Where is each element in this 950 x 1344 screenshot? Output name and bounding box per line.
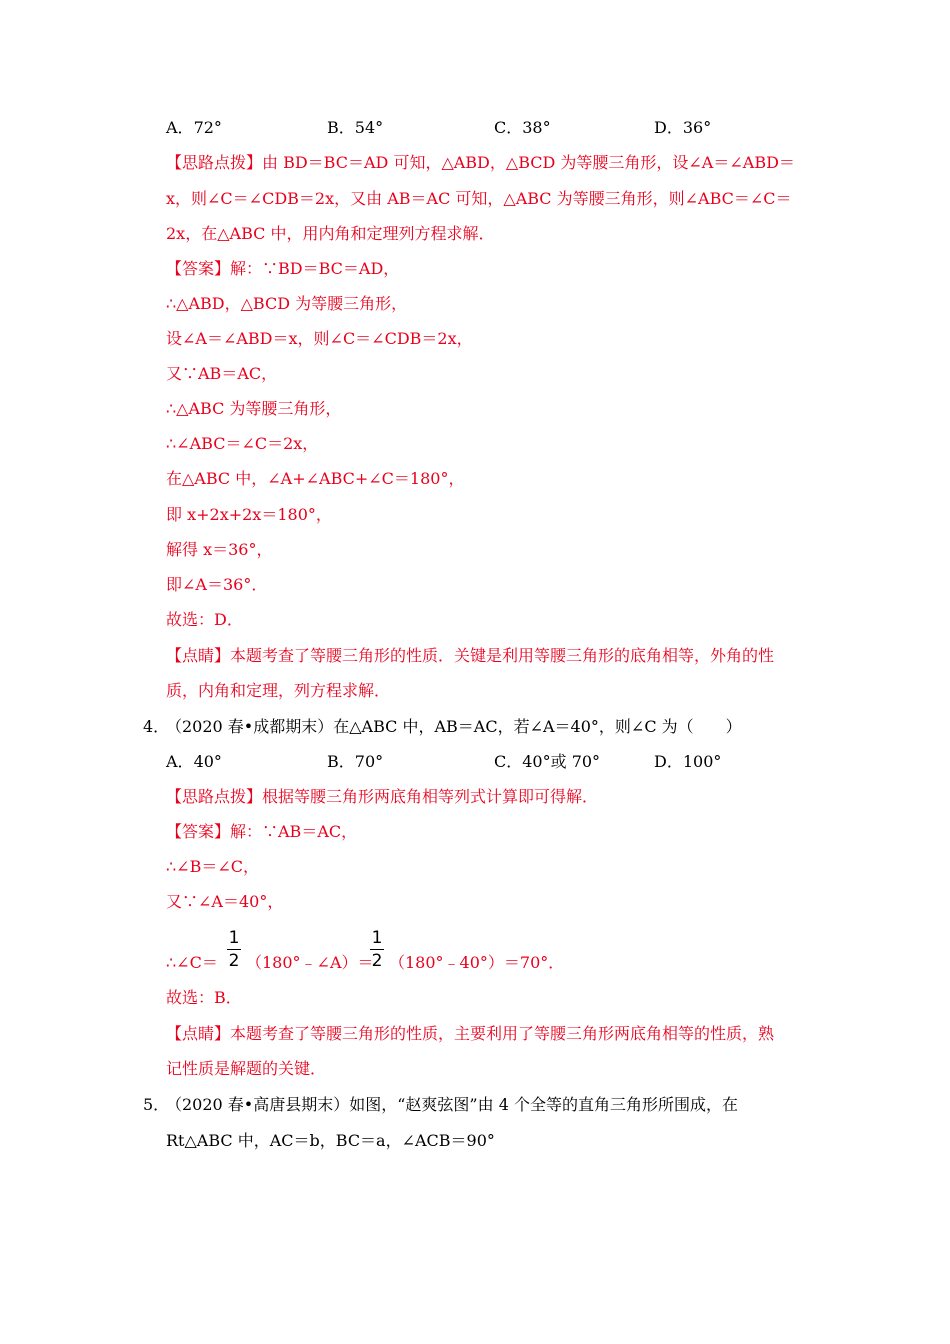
q3-option-a: A．72° xyxy=(166,118,222,137)
q4-answer-line-2: ∴∠B＝∠C， xyxy=(166,857,259,876)
fraction-2-bar xyxy=(370,949,384,950)
q4-fraction-2 xyxy=(369,929,385,970)
q3-comment-line-1: 【点睛】本题考查了等腰三角形的性质．关键是利用等腰三角形的底角相等，外角的性 xyxy=(166,646,775,665)
q3-answer-line-8: 即 x+2x+2x＝180°， xyxy=(166,505,332,524)
q4-hint: 【思路点拨】根据等腰三角形两底角相等列式计算即可得解． xyxy=(166,787,599,806)
q3-answer-line-3: 设∠A＝∠ABD＝x，则∠C＝∠CDB＝2x， xyxy=(166,329,473,348)
q4-answer-line-1: 【答案】解：∵AB＝AC， xyxy=(166,822,358,841)
fraction-1-numerator: 1 xyxy=(228,928,240,948)
fraction-1-denominator: 2 xyxy=(228,951,240,971)
q4-option-c: C．40°或 70° xyxy=(494,752,601,771)
q3-comment-line-2: 质，内角和定理，列方程求解． xyxy=(166,681,391,700)
q3-option-c: C．38° xyxy=(494,118,551,137)
q3-hint-line-2: x，则∠C＝∠CDB＝2x，又由 AB＝AC 可知，△ABC 为等腰三角形，则∠ABC＝∠C＝ xyxy=(166,189,792,208)
q5-stem-line-1: （2020 春•高唐县期末）如图，“赵爽弦图”由 4 个全等的直角三角形所围成，在 xyxy=(166,1095,738,1114)
fraction-1-bar xyxy=(227,949,241,950)
q4-stem: （2020 春•成都期末）在△ABC 中，AB＝AC，若∠A＝40°，则∠C 为（ ） xyxy=(166,717,742,736)
q4-choice: 故选：B． xyxy=(166,988,242,1007)
q3-option-d: D．36° xyxy=(654,118,712,137)
q4-option-a: A．40° xyxy=(166,752,222,771)
fraction-2-denominator: 2 xyxy=(371,951,383,971)
q3-choice: 故选：D． xyxy=(166,610,243,629)
q3-answer-line-1: 【答案】解：∵BD＝BC＝AD， xyxy=(166,259,400,278)
q4-formula-prefix: ∴∠C＝ xyxy=(166,953,218,972)
q3-answer-line-2: ∴△ABD，△BCD 为等腰三角形， xyxy=(166,294,408,313)
q4-answer-line-3: 又∵∠A＝40°， xyxy=(166,892,284,911)
q3-answer-line-6: ∴∠ABC＝∠C＝2x， xyxy=(166,434,319,453)
q4-option-b: B．70° xyxy=(327,752,384,771)
q3-answer-line-4: 又∵AB＝AC， xyxy=(166,364,278,383)
q4-formula-middle: （180°﹣∠A）＝ xyxy=(246,953,374,972)
q3-answer-line-9: 解得 x＝36°， xyxy=(166,540,273,559)
q3-answer-line-5: ∴△ABC 为等腰三角形， xyxy=(166,399,342,418)
q3-option-b: B．54° xyxy=(327,118,384,137)
q3-answer-line-10: 即∠A＝36°． xyxy=(166,575,268,594)
q4-number: 4． xyxy=(143,717,170,736)
fraction-2-numerator: 1 xyxy=(371,928,383,948)
q5-number: 5． xyxy=(143,1095,170,1114)
q4-formula-suffix: （180°﹣40°）＝70°． xyxy=(389,953,565,972)
q3-hint-line-1: 【思路点拨】由 BD＝BC＝AD 可知，△ABD，△BCD 为等腰三角形，设∠A＝∠ABD＝ xyxy=(166,153,795,172)
q3-hint-line-3: 2x，在△ABC 中，用内角和定理列方程求解． xyxy=(166,224,495,243)
q4-comment-line-1: 【点睛】本题考查了等腰三角形的性质，主要利用了等腰三角形两底角相等的性质，熟 xyxy=(166,1024,775,1043)
q4-fraction-1 xyxy=(226,929,242,970)
q4-option-d: D．100° xyxy=(654,752,722,771)
q3-answer-line-7: 在△ABC 中，∠A+∠ABC+∠C＝180°， xyxy=(166,469,465,488)
q5-stem-line-2: Rt△ABC 中，AC＝b，BC＝a，∠ACB＝90° xyxy=(166,1131,495,1150)
q4-comment-line-2: 记性质是解题的关键． xyxy=(166,1059,327,1078)
